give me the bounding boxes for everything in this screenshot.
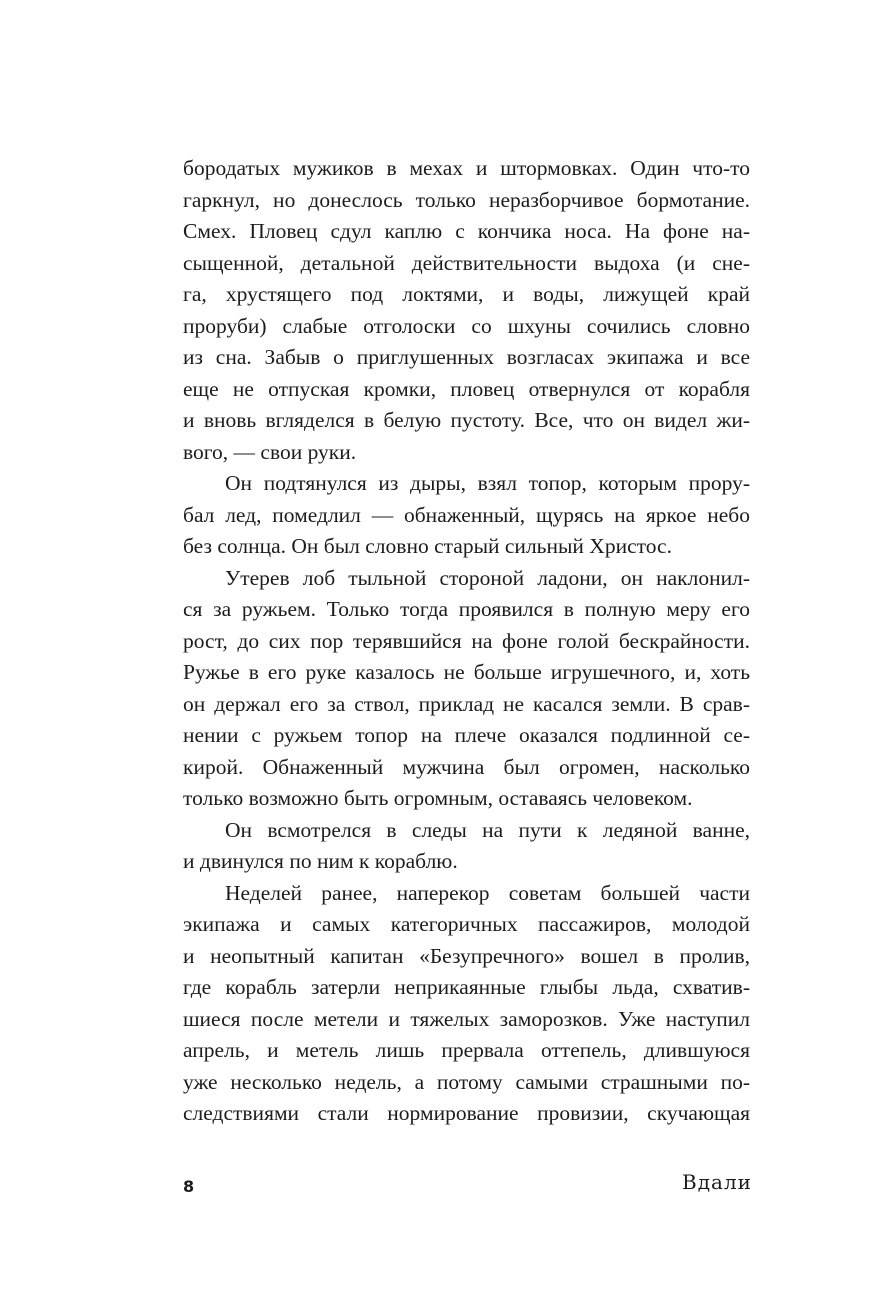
text-line: ся за ружьем. Только тогда проявился в полную меру его <box>183 597 750 621</box>
text-line: и вновь вгляделся в белую пустоту. Все, что он видел жи- <box>183 408 750 432</box>
body-text <box>183 153 750 1130</box>
paragraph-first-line: Утерев лоб тыльной стороной ладони, он наклонил- <box>225 565 750 590</box>
text-line: из сна. Забыв о приглушенных возгласах экипажа и все <box>183 345 750 369</box>
text-line: и неопытный капитан «Безупречного» вошел в пролив, <box>183 943 750 968</box>
text-line: экипажа и самых категоричных пассажиров, молодой <box>183 912 750 936</box>
text-line: без солнца. Он был словно старый сильный Христос. <box>183 534 672 558</box>
text-line: нении с ружьем топор на плече оказался подлинной се- <box>183 723 750 747</box>
text-line: Ружье в его руке казалось не больше игрушечного, и, хоть <box>183 660 750 684</box>
text-line: кирой. Обнаженный мужчина был огромен, насколько <box>183 754 750 779</box>
text-line: бородатых мужиков в мехах и штормовках. Один что-то <box>183 156 750 180</box>
text-line: Смех. Пловец сдул каплю с кончика носа. На фоне на- <box>183 219 750 243</box>
text-line: где корабль затерли неприкаянные глыбы льда, схватив- <box>183 975 750 999</box>
text-line: он держал его за ствол, приклад не касался земли. В срав- <box>183 691 750 716</box>
page-number: 8 <box>183 1177 195 1196</box>
text-line: бал лед, помедлил — обнаженный, щурясь на яркое небо <box>183 502 750 527</box>
text-line: еще не отпуская кромки, пловец отвернулся от корабля <box>183 376 750 401</box>
text-line: шиеся после метели и тяжелых заморозков. Уже наступил <box>183 1006 750 1031</box>
text-line: и двинулся по ним к кораблю. <box>183 849 458 873</box>
text-line: вого, — свои руки. <box>183 439 357 464</box>
text-line: гаркнул, но донеслось только неразборчивое бормотание. <box>183 187 750 212</box>
text-line: уже несколько недель, а потому самыми страшными по- <box>183 1069 750 1094</box>
text-line: рост, до сих пор терявшийся на фоне голой бескрайности. <box>183 628 750 653</box>
text-line: га, хрустящего под локтями, и воды, лижущей край <box>183 282 750 306</box>
paragraph-first-line: Он подтянулся из дыры, взял топор, которым прору- <box>225 471 750 495</box>
paragraph-first-line: Неделей ранее, наперекор советам большей части <box>225 880 750 905</box>
text-line: апрель, и метель лишь прервала оттепель, длившуюся <box>183 1038 750 1062</box>
text-line: только возможно быть огромным, оставаясь человеком. <box>183 786 693 810</box>
text-line: следствиями стали нормирование провизии, скучающая <box>183 1101 750 1125</box>
running-head-title: Вдали <box>682 1170 752 1194</box>
text-line: проруби) слабые отголоски со шхуны сочились словно <box>183 313 750 338</box>
text-line: сыщенной, детальной действительности выдоха (и сне- <box>183 250 750 275</box>
paragraph-first-line: Он всмотрелся в следы на пути к ледяной ванне, <box>225 817 750 842</box>
